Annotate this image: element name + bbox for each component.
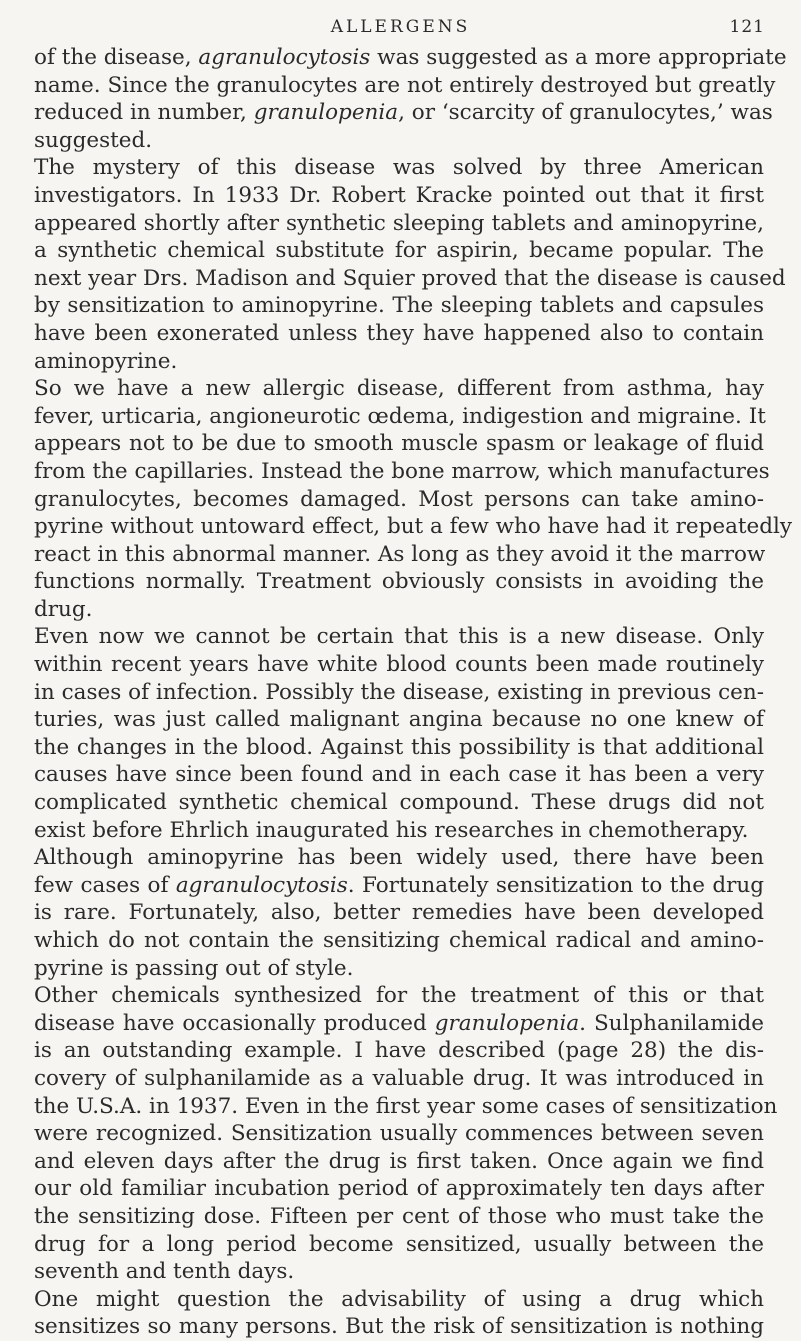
text-line: the changes in the blood. Against this possibility is that additional (34, 734, 764, 760)
text-line: the U.S.A. in 1937. Even in the first year some cases of sensitization (34, 1093, 778, 1119)
text-line: Although aminopyrine has been widely used, there have been (34, 845, 764, 871)
text-line: So we have a new allergic disease, different from asthma, hay (34, 376, 764, 402)
text-line: Other chemicals synthesized for the treatment of this or that (34, 983, 764, 1009)
text-line: disease have occasionally produced granulopenia. Sulphanilamide (34, 1010, 765, 1036)
text-line: were recognized. Sensitization usually commences between seven (34, 1121, 764, 1147)
paragraph (34, 44, 787, 154)
paragraph (34, 623, 764, 844)
text-line: is rare. Fortunately, also, better remedies have been developed (34, 900, 764, 926)
text-line: drug. (34, 596, 93, 622)
paragraph (34, 154, 786, 375)
text-line: exist before Ehrlich inaugurated his researches in chemotherapy. (34, 817, 749, 843)
text-line: react in this abnormal manner. As long as they avoid it the marrow (34, 541, 766, 567)
paragraph (34, 1286, 764, 1341)
text-line: in cases of infection. Possibly the disease, existing in previous cen- (34, 679, 764, 705)
text-line: few cases of agranulocytosis. Fortunately sensitization to the drug (34, 872, 765, 898)
text-line: The mystery of this disease was solved by three American (34, 155, 764, 181)
text-line: the sensitizing dose. Fifteen per cent of those who must take the (34, 1203, 764, 1229)
text-line: by sensitization to aminopyrine. The sleeping tablets and capsules (34, 293, 764, 319)
text-line: suggested. (34, 127, 153, 153)
text-line: One might question the advisability of using a drug which (34, 1286, 764, 1312)
text-line: from the capillaries. Instead the bone marrow, which manufactures (34, 458, 770, 484)
text-line: granulocytes, becomes damaged. Most persons can take amino- (34, 486, 764, 512)
running-title: ALLERGENS (330, 17, 471, 37)
text-line: Even now we cannot be certain that this is a new disease. Only (34, 624, 764, 650)
text-line: causes have since been found and in each case it has been a very (34, 762, 764, 788)
text-line: pyrine is passing out of style. (34, 955, 354, 981)
page-number: 121 (729, 17, 765, 37)
text-line: our old familiar incubation period of approximately ten days after (34, 1176, 764, 1202)
text-line: turies, was just called malignant angina because no one knew of (34, 707, 764, 733)
paragraph (34, 375, 793, 623)
text-line: complicated synthetic chemical compound. These drugs did not (34, 790, 764, 816)
text-line: pyrine without untoward effect, but a few who have had it repeatedly (34, 514, 793, 540)
text-line: functions normally. Treatment obviously consists in avoiding the (34, 569, 764, 595)
text-line: reduced in number, granulopenia, or ‘scarcity of granulocytes,’ was (34, 100, 773, 126)
text-line: seventh and tenth days. (34, 1259, 295, 1285)
text-line: fever, urticaria, angioneurotic œdema, indigestion and migraine. It (34, 403, 766, 429)
paragraph (34, 982, 778, 1286)
text-line: drug for a long period become sensitized, usually between the (34, 1231, 764, 1257)
text-line: sensitizes so many persons. But the risk of sensitization is nothing (34, 1314, 764, 1340)
text-line: appeared shortly after synthetic sleeping tablets and aminopyrine, (34, 210, 764, 236)
text-line: which do not contain the sensitizing chemical radical and amino- (34, 928, 764, 953)
text-line: appears not to be due to smooth muscle spasm or leakage of fluid (34, 431, 764, 457)
text-line: covery of sulphanilamide as a valuable drug. It was introduced in (34, 1065, 764, 1091)
text-line: have been exonerated unless they have happened also to contain (34, 320, 764, 346)
text-line: aminopyrine. (34, 348, 178, 374)
text-line: next year Drs. Madison and Squier proved that the disease is caused (34, 265, 786, 291)
text-line: within recent years have white blood counts been made routinely (34, 652, 764, 678)
text-line: and eleven days after the drug is first taken. Once again we find (34, 1148, 764, 1174)
text-line: of the disease, agranulocytosis was suggested as a more appropriate (34, 45, 787, 70)
running-head (0, 14, 801, 40)
text-line: investigators. In 1933 Dr. Robert Kracke pointed out that it first (34, 182, 764, 208)
text-line: name. Since the granulocytes are not entirely destroyed but greatly (34, 72, 776, 98)
text-line: a synthetic chemical substitute for aspirin, became popular. The (34, 238, 764, 264)
text-line: is an outstanding example. I have described (page 28) the dis- (34, 1038, 764, 1064)
paragraph (34, 844, 764, 982)
body-text (34, 44, 793, 1341)
